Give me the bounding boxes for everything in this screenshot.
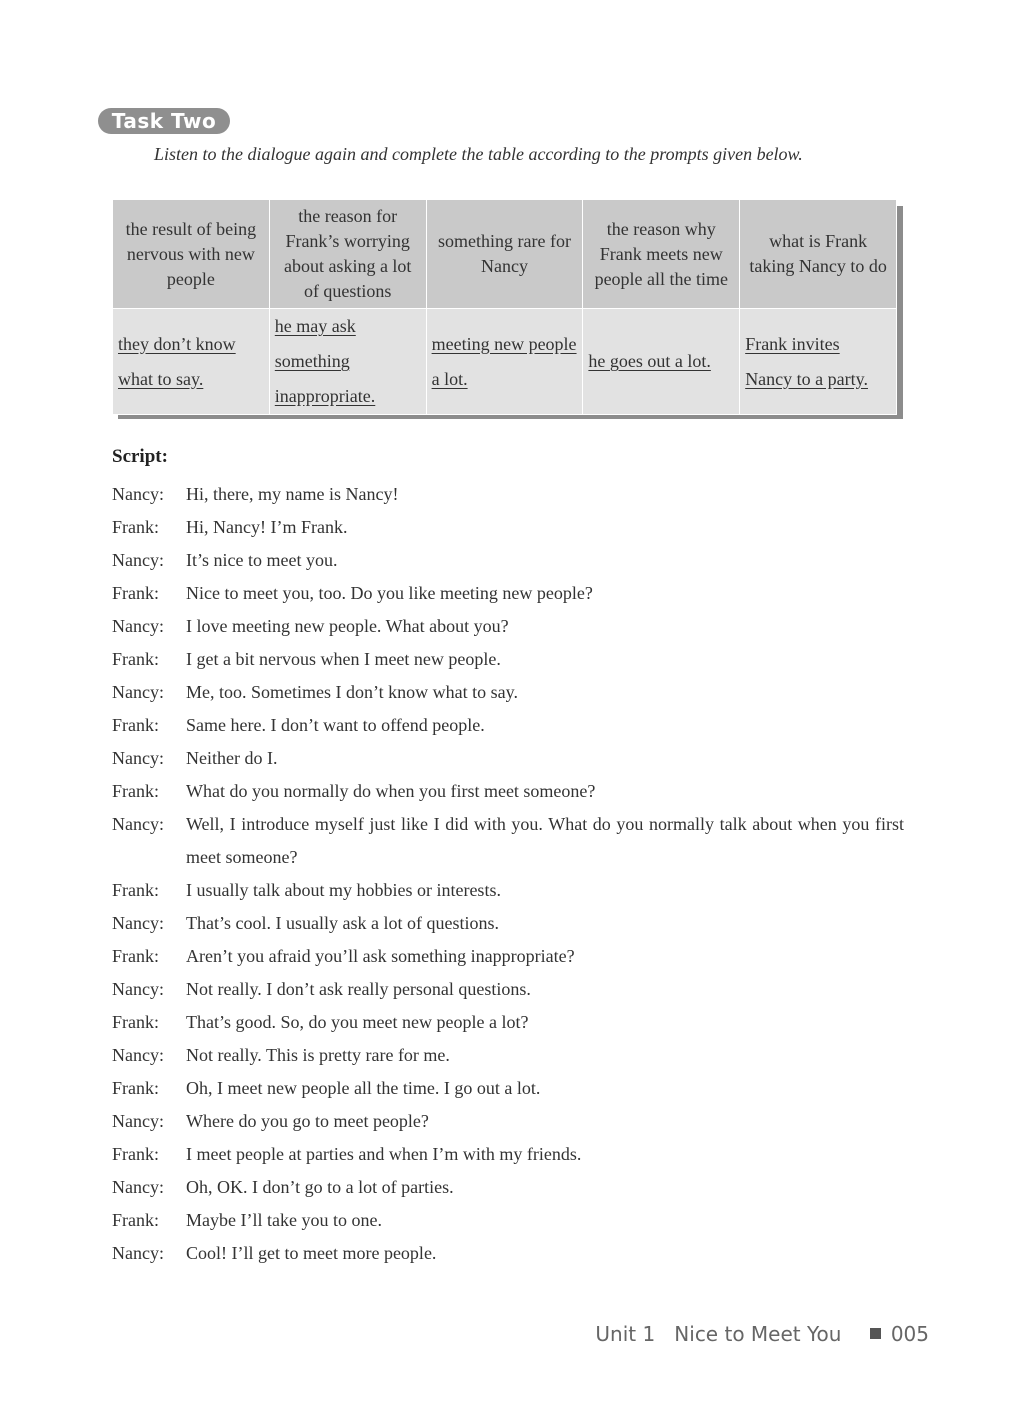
dialogue-line bbox=[112, 1072, 904, 1105]
dialogue-line bbox=[112, 742, 904, 775]
dialogue-line bbox=[112, 610, 904, 643]
dialogue-line bbox=[112, 775, 904, 808]
dialogue-line bbox=[112, 577, 904, 610]
answer-cell bbox=[269, 309, 426, 415]
header-cell: what is Frank taking Nancy to do bbox=[740, 200, 897, 309]
dialogue-text: Well, I introduce myself just like I did with you. What do you normally talk about when you first meet someone? bbox=[186, 814, 904, 867]
dialogue-line bbox=[112, 973, 904, 1006]
dialogue-line bbox=[112, 1237, 904, 1270]
speaker-name: Frank: bbox=[112, 517, 159, 537]
speaker-name: Frank: bbox=[112, 1144, 159, 1164]
dialogue-text: Neither do I. bbox=[186, 748, 278, 768]
dialogue-text: I love meeting new people. What about you? bbox=[186, 616, 509, 636]
dialogue-text: Not really. This is pretty rare for me. bbox=[186, 1045, 450, 1065]
speaker-name: Nancy: bbox=[112, 484, 164, 504]
answer-text: he may ask something inappropriate. bbox=[274, 316, 376, 406]
dialogue-text: What do you normally do when you first meet someone? bbox=[186, 781, 596, 801]
header-cell: the reason why Frank meets new people all the time bbox=[583, 200, 740, 309]
speaker-name: Nancy: bbox=[112, 682, 164, 702]
speaker-name: Nancy: bbox=[112, 913, 164, 933]
script-dialogue bbox=[112, 478, 904, 1270]
dialogue-text: That’s good. So, do you meet new people a lot? bbox=[186, 1012, 529, 1032]
dialogue-text: Not really. I don’t ask really personal questions. bbox=[186, 979, 531, 999]
answer-cell bbox=[426, 309, 583, 415]
dialogue-line bbox=[112, 1039, 904, 1072]
speaker-name: Frank: bbox=[112, 649, 159, 669]
dialogue-line bbox=[112, 1105, 904, 1138]
instruction-text: Listen to the dialogue again and complete the table according to the prompts given below. bbox=[154, 144, 803, 164]
speaker-name: Frank: bbox=[112, 1078, 159, 1098]
dialogue-text: I meet people at parties and when I’m with my friends. bbox=[186, 1144, 582, 1164]
dialogue-line bbox=[112, 907, 904, 940]
speaker-name: Nancy: bbox=[112, 1177, 164, 1197]
square-icon bbox=[870, 1328, 881, 1339]
answer-text: they don’t know what to say. bbox=[118, 333, 236, 389]
speaker-name: Nancy: bbox=[112, 1045, 164, 1065]
answer-cell bbox=[583, 309, 740, 415]
dialogue-text: Hi, Nancy! I’m Frank. bbox=[186, 517, 348, 537]
speaker-name: Frank: bbox=[112, 715, 159, 735]
dialogue-text: Hi, there, my name is Nancy! bbox=[186, 484, 399, 504]
answer-text: he goes out a lot. bbox=[588, 351, 711, 371]
speaker-name: Frank: bbox=[112, 880, 159, 900]
speaker-name: Nancy: bbox=[112, 979, 164, 999]
dialogue-text: It’s nice to meet you. bbox=[186, 550, 338, 570]
page-footer bbox=[595, 1322, 929, 1346]
dialogue-line bbox=[112, 940, 904, 973]
dialogue-line bbox=[112, 1138, 904, 1171]
dialogue-line bbox=[112, 1006, 904, 1039]
dialogue-text: Cool! I’ll get to meet more people. bbox=[186, 1243, 437, 1263]
answer-cell bbox=[113, 309, 270, 415]
speaker-name: Frank: bbox=[112, 1210, 159, 1230]
dialogue-text: Same here. I don’t want to offend people. bbox=[186, 715, 485, 735]
dialogue-text: Aren’t you afraid you’ll ask something inappropriate? bbox=[186, 946, 575, 966]
dialogue-line bbox=[112, 709, 904, 742]
task-badge: Task Two bbox=[98, 108, 230, 134]
script-title: Script: bbox=[112, 446, 168, 467]
speaker-name: Nancy: bbox=[112, 1111, 164, 1131]
speaker-name: Frank: bbox=[112, 1012, 159, 1032]
dialogue-text: I usually talk about my hobbies or interests. bbox=[186, 880, 501, 900]
dialogue-text: Me, too. Sometimes I don’t know what to say. bbox=[186, 682, 518, 702]
answer-text: meeting new people a lot. bbox=[431, 333, 577, 389]
speaker-name: Nancy: bbox=[112, 616, 164, 636]
dialogue-text: Where do you go to meet people? bbox=[186, 1111, 429, 1131]
dialogue-line bbox=[112, 676, 904, 709]
header-cell: the reason for Frank’s worrying about asking a lot of questions bbox=[269, 200, 426, 309]
dialogue-line bbox=[112, 874, 904, 907]
footer-unit: Unit 1 bbox=[595, 1322, 656, 1346]
speaker-name: Nancy: bbox=[112, 814, 164, 834]
speaker-name: Nancy: bbox=[112, 550, 164, 570]
dialogue-line bbox=[112, 1204, 904, 1237]
header-cell: the result of being nervous with new people bbox=[113, 200, 270, 309]
speaker-name: Nancy: bbox=[112, 1243, 164, 1263]
table-answer-row bbox=[113, 309, 897, 415]
dialogue-line bbox=[112, 1171, 904, 1204]
dialogue-text: Oh, OK. I don’t go to a lot of parties. bbox=[186, 1177, 454, 1197]
page-number: 005 bbox=[890, 1322, 929, 1346]
speaker-name: Nancy: bbox=[112, 748, 164, 768]
dialogue-line bbox=[112, 478, 904, 511]
dialogue-line bbox=[112, 808, 904, 874]
table-header-row bbox=[113, 200, 897, 309]
dialogue-line bbox=[112, 643, 904, 676]
dialogue-line bbox=[112, 544, 904, 577]
answer-table bbox=[112, 199, 897, 415]
answer-text: Frank invites Nancy to a party. bbox=[745, 333, 868, 389]
dialogue-text: That’s cool. I usually ask a lot of questions. bbox=[186, 913, 499, 933]
speaker-name: Frank: bbox=[112, 781, 159, 801]
dialogue-text: I get a bit nervous when I meet new people. bbox=[186, 649, 501, 669]
speaker-name: Frank: bbox=[112, 946, 159, 966]
speaker-name: Frank: bbox=[112, 583, 159, 603]
dialogue-line bbox=[112, 511, 904, 544]
header-cell: something rare for Nancy bbox=[426, 200, 583, 309]
dialogue-text: Oh, I meet new people all the time. I go out a lot. bbox=[186, 1078, 541, 1098]
dialogue-text: Nice to meet you, too. Do you like meeting new people? bbox=[186, 583, 593, 603]
dialogue-text: Maybe I’ll take you to one. bbox=[186, 1210, 382, 1230]
footer-title: Nice to Meet You bbox=[674, 1322, 842, 1346]
answer-cell bbox=[740, 309, 897, 415]
